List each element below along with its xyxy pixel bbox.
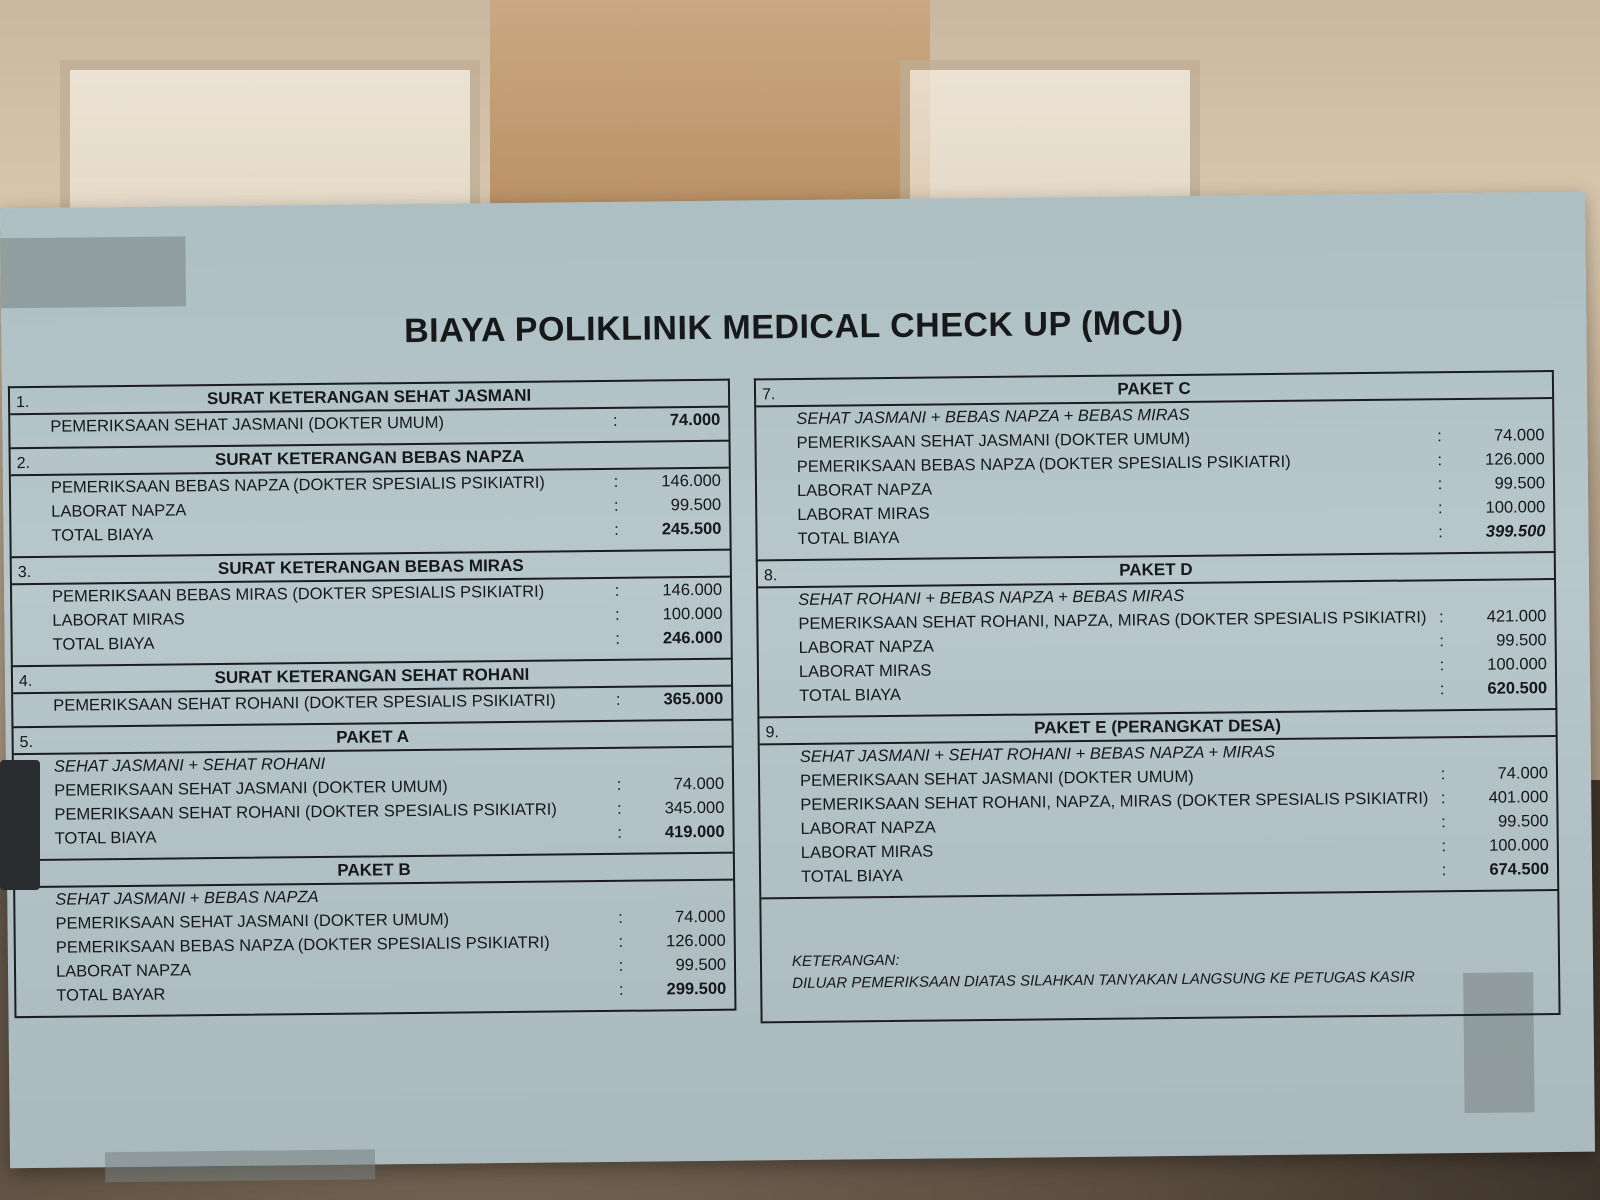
row-value: 674.500 bbox=[1489, 860, 1550, 879]
row-label: LABORAT NAPZA bbox=[796, 480, 933, 500]
price-section bbox=[9, 440, 732, 557]
row-colon: : bbox=[1439, 680, 1445, 699]
row-colon: : bbox=[618, 956, 624, 975]
row-value: 421.000 bbox=[1486, 607, 1547, 626]
row-value: 620.500 bbox=[1487, 679, 1548, 698]
row-label: PEMERIKSAAN SEHAT JASMANI (DOKTER UMUM) bbox=[799, 767, 1194, 790]
row-value bbox=[1456, 580, 1554, 605]
row-label: TOTAL BIAYA bbox=[800, 866, 903, 886]
row-label: PEMERIKSAAN BEBAS NAPZA (DOKTER SPESIALIS PSIKIATRI) bbox=[796, 452, 1291, 476]
row-label: SEHAT JASMANI + SEHAT ROHANI + BEBAS NAPZA + MIRAS bbox=[799, 742, 1276, 766]
row-value: 100.000 bbox=[1487, 655, 1547, 674]
row-value bbox=[634, 748, 732, 773]
row-value: 146.000 bbox=[662, 580, 723, 600]
row-colon: : bbox=[615, 690, 621, 709]
price-section bbox=[10, 549, 733, 666]
section-number: 5. bbox=[19, 733, 34, 752]
row-label: PEMERIKSAAN SEHAT JASMANI (DOKTER UMUM) bbox=[54, 777, 448, 800]
row-label: LABORAT MIRAS bbox=[797, 504, 930, 524]
row-label: PEMERIKSAAN SEHAT JASMANI (DOKTER UMUM) bbox=[55, 910, 450, 933]
section-heading: SURAT KETERANGAN BEBAS NAPZA 2. bbox=[11, 442, 729, 477]
section-heading: PAKET D 8. bbox=[758, 553, 1554, 588]
row-colon: : bbox=[618, 932, 624, 951]
section-number: 9. bbox=[765, 724, 780, 742]
section-heading: PAKET B bbox=[15, 854, 733, 889]
row-label: SEHAT JASMANI + BEBAS NAPZA + BEBAS MIRAS bbox=[796, 405, 1190, 428]
row-value: 99.500 bbox=[675, 955, 727, 975]
row-colon: : bbox=[614, 581, 620, 600]
row-label: PEMERIKSAAN BEBAS NAPZA (DOKTER SPESIALIS PSIKIATRI) bbox=[55, 933, 550, 957]
row-label: TOTAL BIAYA bbox=[52, 634, 155, 654]
row-value: 345.000 bbox=[664, 798, 725, 818]
row-value: 365.000 bbox=[663, 689, 724, 709]
section-number: 8. bbox=[763, 567, 778, 585]
row-value: 74.000 bbox=[1497, 764, 1549, 783]
row-value bbox=[1454, 399, 1552, 424]
row-label: TOTAL BAYAR bbox=[56, 985, 166, 1005]
row-label: TOTAL BIAYA bbox=[797, 528, 900, 548]
row-value: 299.500 bbox=[666, 979, 727, 999]
row-label: TOTAL BIAYA bbox=[54, 828, 157, 848]
background-pillar bbox=[490, 0, 930, 230]
section-heading: SURAT KETERANGAN BEBAS MIRAS 3. bbox=[12, 551, 730, 586]
section-number: 1. bbox=[15, 394, 30, 412]
row-label: LABORAT NAPZA bbox=[798, 637, 934, 657]
row-value bbox=[635, 881, 733, 906]
row-label: SEHAT JASMANI + SEHAT ROHANI bbox=[53, 754, 326, 776]
row-colon: : bbox=[1437, 427, 1442, 446]
section-number: 2. bbox=[16, 454, 31, 473]
row-colon bbox=[605, 882, 635, 906]
row-label: TOTAL BIAYA bbox=[799, 685, 902, 705]
row-colon: : bbox=[613, 496, 619, 515]
row-label: LABORAT NAPZA bbox=[55, 961, 192, 981]
side-object bbox=[0, 760, 40, 890]
row-value: 99.500 bbox=[1494, 474, 1546, 493]
section-number: 4. bbox=[18, 672, 33, 691]
row-colon: : bbox=[1441, 861, 1447, 880]
row-colon: : bbox=[1439, 656, 1445, 675]
row-label: SEHAT JASMANI + BEBAS NAPZA bbox=[55, 888, 319, 909]
right-column bbox=[754, 370, 1561, 1023]
row-value: 74.000 bbox=[1493, 426, 1545, 445]
row-value: 74.000 bbox=[673, 774, 725, 794]
row-colon: : bbox=[1437, 499, 1443, 518]
row-colon: : bbox=[615, 629, 620, 648]
row-value: 401.000 bbox=[1488, 788, 1549, 807]
row-label: PEMERIKSAAN SEHAT ROHANI (DOKTER SPESIALIS PSIKIATRI) bbox=[54, 800, 557, 824]
row-label: PEMERIKSAAN SEHAT JASMANI (DOKTER UMUM) bbox=[50, 413, 445, 436]
section-heading: PAKET C 7. bbox=[756, 372, 1552, 407]
row-colon: : bbox=[616, 799, 622, 818]
row-value: 246.000 bbox=[662, 628, 723, 648]
price-section bbox=[11, 719, 734, 860]
row-label: SEHAT ROHANI + BEBAS NAPZA + BEBAS MIRAS bbox=[798, 586, 1185, 609]
row-colon: : bbox=[613, 472, 619, 491]
row-colon: : bbox=[1441, 837, 1447, 856]
section-heading: PAKET A 5. bbox=[13, 721, 731, 756]
price-section bbox=[8, 379, 731, 448]
row-label: LABORAT NAPZA bbox=[51, 501, 187, 521]
row-value: 99.500 bbox=[670, 495, 722, 515]
row-label: LABORAT MIRAS bbox=[800, 842, 934, 862]
row-value: 74.000 bbox=[674, 907, 726, 927]
row-label: PEMERIKSAAN SEHAT ROHANI, NAPZA, MIRAS (DOKTER SPESIALIS PSIKIATRI) bbox=[798, 608, 1427, 633]
row-label: PEMERIKSAAN SEHAT JASMANI (DOKTER UMUM) bbox=[796, 429, 1191, 452]
row-value: 74.000 bbox=[669, 410, 721, 430]
row-colon: : bbox=[1437, 475, 1443, 494]
row-colon: : bbox=[614, 605, 620, 624]
section-heading: SURAT KETERANGAN SEHAT JASMANI 1. bbox=[10, 381, 728, 416]
section-number: 3. bbox=[17, 563, 32, 582]
row-value: 99.500 bbox=[1496, 631, 1547, 650]
row-value: 100.000 bbox=[1485, 498, 1546, 517]
row-value bbox=[1458, 737, 1556, 762]
row-colon: : bbox=[618, 908, 623, 927]
row-label: LABORAT MIRAS bbox=[52, 610, 185, 630]
note-text: DILUAR PEMERIKSAAN DIATAS SILAHKAN TANYAKAN LANGSUNG KE PETUGAS KASIR bbox=[792, 968, 1415, 993]
tape-bottom-left bbox=[105, 1149, 375, 1182]
left-column bbox=[8, 379, 737, 1019]
row-colon: : bbox=[612, 411, 618, 430]
tape-top-left bbox=[0, 236, 186, 308]
page-title: BIAYA POLIKLINIK MEDICAL CHECK UP (MCU) bbox=[403, 303, 1184, 351]
row-colon bbox=[604, 749, 634, 773]
section-heading: SURAT KETERANGAN SEHAT ROHANI 4. bbox=[13, 660, 731, 695]
row-colon: : bbox=[614, 520, 619, 539]
row-value: 126.000 bbox=[666, 931, 726, 951]
row-value: 99.500 bbox=[1497, 812, 1549, 831]
row-label: PEMERIKSAAN BEBAS NAPZA (DOKTER SPESIALIS PSIKIATRI) bbox=[50, 473, 545, 497]
price-section bbox=[757, 708, 1559, 897]
row-value: 100.000 bbox=[662, 604, 723, 624]
row-colon: : bbox=[1441, 813, 1446, 832]
row-label: PEMERIKSAAN SEHAT ROHANI, NAPZA, MIRAS (DOKTER SPESIALIS PSIKIATRI) bbox=[800, 789, 1429, 814]
row-colon: : bbox=[1437, 451, 1443, 470]
row-value: 100.000 bbox=[1489, 836, 1549, 855]
section-heading: PAKET E (PERANGKAT DESA) 9. bbox=[759, 710, 1555, 745]
price-section bbox=[754, 370, 1556, 559]
row-label: TOTAL BIAYA bbox=[51, 525, 154, 545]
row-value: 419.000 bbox=[664, 822, 725, 842]
row-label: PEMERIKSAAN BEBAS MIRAS (DOKTER SPESIALIS PSIKIATRI) bbox=[52, 582, 545, 606]
price-section bbox=[11, 658, 734, 727]
row-value: 126.000 bbox=[1485, 450, 1545, 469]
row-label: PEMERIKSAAN SEHAT ROHANI (DOKTER SPESIALIS PSIKIATRI) bbox=[53, 691, 556, 715]
price-list-sheet bbox=[0, 192, 1595, 1169]
row-colon: : bbox=[1439, 632, 1445, 651]
row-colon: : bbox=[617, 823, 623, 842]
row-colon bbox=[1424, 400, 1454, 424]
row-value: 146.000 bbox=[661, 471, 722, 491]
row-value: 399.500 bbox=[1485, 522, 1546, 541]
note-heading: KETERANGAN: bbox=[791, 951, 900, 971]
row-colon: : bbox=[1440, 789, 1446, 808]
row-colon bbox=[1426, 581, 1456, 605]
row-label: LABORAT NAPZA bbox=[800, 818, 936, 838]
price-section bbox=[756, 551, 1558, 716]
row-colon bbox=[1428, 738, 1458, 762]
row-colon: : bbox=[1438, 523, 1443, 542]
row-colon: : bbox=[618, 980, 624, 999]
row-colon: : bbox=[1440, 765, 1446, 784]
row-colon: : bbox=[1439, 608, 1444, 627]
row-label: LABORAT MIRAS bbox=[798, 661, 932, 681]
row-value: 245.500 bbox=[661, 519, 722, 539]
section-number: 7. bbox=[761, 386, 776, 404]
row-colon: : bbox=[616, 775, 622, 794]
note-box bbox=[759, 889, 1560, 1023]
price-section bbox=[13, 852, 737, 1019]
